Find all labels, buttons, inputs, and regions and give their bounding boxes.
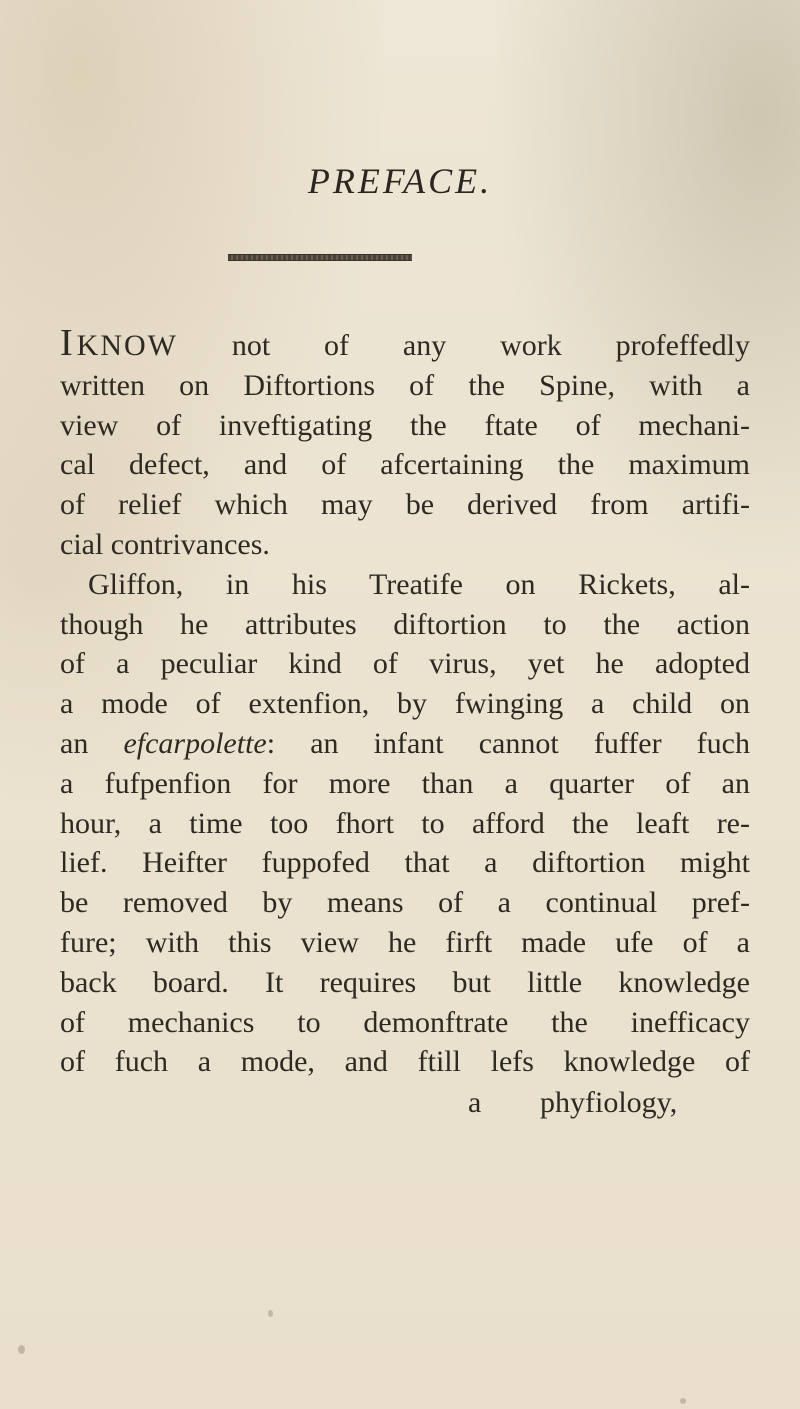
text-line: of relief which may be derived from artifi- [60,488,750,522]
ink-blot [18,1345,25,1354]
text-line: a mode of extenfion, by fwinging a child on [60,687,750,721]
ink-blot [680,1398,686,1404]
ornamental-rule [228,254,412,261]
text-line: of a peculiar kind of virus, yet he adopted [60,647,750,681]
text-line: of fuch a mode, and ftill lefs knowledge of [60,1045,750,1079]
text-line: Gliffon, in his Treatife on Rickets, al- [88,567,750,601]
text-line: back board. It requires but little knowledge [60,965,750,999]
text-line: view of inveftigating the ftate of mechani- [60,408,750,442]
text-line: written on Diftortions of the Spine, with a [60,368,750,402]
text-line: cial contrivances. [60,527,270,561]
page-heading: PREFACE. [307,161,493,201]
small-caps-word: KNOW [76,329,178,362]
text-line: lief. Heifter fuppofed that a diftortion might [60,846,750,880]
catchword: phyfiology, [540,1086,678,1119]
text-line: fure; with this view he firft made ufe of a [60,925,750,959]
text-line: cal defect, and of afcertaining the maximum [60,448,750,482]
text-line: though he attributes diftortion to the action [60,607,750,641]
text-line [60,724,750,764]
text-line: be removed by means of a continual pref- [60,886,750,920]
text-line [60,322,750,366]
italic-word: efcarpolette [123,726,267,760]
text-line: a fufpenfion for more than a quarter of an [60,766,750,800]
line-text: : an infant cannot fuffer fuch [266,726,750,760]
line-text: not of any work profeffedly [177,329,750,362]
text-line: of mechanics to demonftrate the inefficacy [60,1005,750,1039]
body-text [60,322,750,1082]
text-line: hour, a time too fhort to afford the leaft re- [60,806,750,840]
ink-blot [268,1310,273,1317]
line-text: an [60,726,124,760]
initial-letter: I [60,322,73,364]
signature-mark: a [468,1086,482,1119]
